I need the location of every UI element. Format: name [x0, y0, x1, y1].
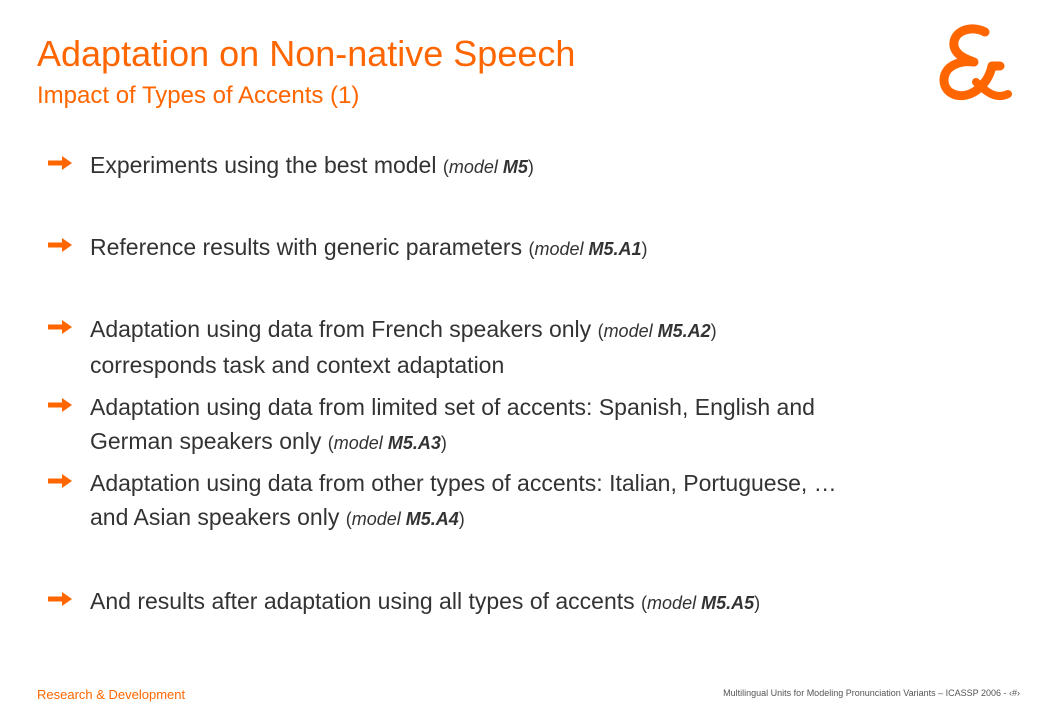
bullet-text — [90, 230, 977, 266]
bullet-item — [47, 148, 977, 184]
bullet-line: Adaptation using data from other types of accents: Italian, Portuguese, … — [90, 470, 837, 496]
model-id: M5.A2 — [657, 321, 711, 341]
bullet-text — [90, 584, 977, 620]
right-arrow-icon — [47, 237, 73, 253]
model-reference: (model M5.A3) — [327, 433, 447, 453]
model-reference: (model M5.A1) — [528, 239, 648, 259]
model-id: M5.A5 — [701, 593, 755, 613]
model-reference: (model M5.A4) — [345, 509, 465, 529]
model-id: M5.A4 — [405, 509, 459, 529]
bullet-item — [47, 312, 977, 382]
bullet-line: And results after adaptation using all types of accents — [90, 588, 635, 614]
ampersand-logo — [930, 20, 1016, 106]
bullet-item — [47, 584, 977, 620]
bullet-item — [47, 466, 977, 536]
slide-subtitle: Impact of Types of Accents (1) — [37, 82, 360, 109]
right-arrow-icon — [47, 591, 73, 607]
right-arrow-icon — [47, 155, 73, 171]
bullet-line: Experiments using the best model — [90, 152, 437, 178]
footer-department: Research & Development — [37, 687, 186, 702]
bullet-item — [47, 390, 977, 460]
bullet-text — [90, 390, 977, 460]
model-reference: (model M5.A5) — [641, 593, 761, 613]
bullet-text — [90, 466, 977, 536]
footer-citation — [723, 688, 1020, 698]
right-arrow-icon — [47, 319, 73, 335]
bullet-line: Reference results with generic parameters — [90, 234, 523, 260]
bullet-line: Adaptation using data from French speakers only — [90, 316, 592, 342]
page-number: ‹#› — [1009, 688, 1020, 698]
model-reference: (model M5.A2) — [597, 321, 717, 341]
bullet-text — [90, 312, 977, 382]
right-arrow-icon — [47, 397, 73, 413]
slide-title: Adaptation on Non-native Speech — [37, 33, 576, 74]
bullet-item — [47, 230, 977, 266]
footer-citation-text: Multilingual Units for Modeling Pronunciation Variants – ICASSP 2006 - — [723, 688, 1007, 698]
model-id: M5.A1 — [588, 239, 642, 259]
model-id: M5.A3 — [387, 433, 441, 453]
bullet-line: German speakers only — [90, 428, 322, 454]
bullet-line: Adaptation using data from limited set of accents: Spanish, English and — [90, 394, 815, 420]
bullet-text — [90, 148, 977, 184]
model-reference: (model M5) — [442, 157, 534, 177]
bullet-line: and Asian speakers only — [90, 504, 340, 530]
bullet-line: corresponds task and context adaptation — [90, 352, 505, 378]
model-id: M5 — [502, 157, 528, 177]
right-arrow-icon — [47, 473, 73, 489]
